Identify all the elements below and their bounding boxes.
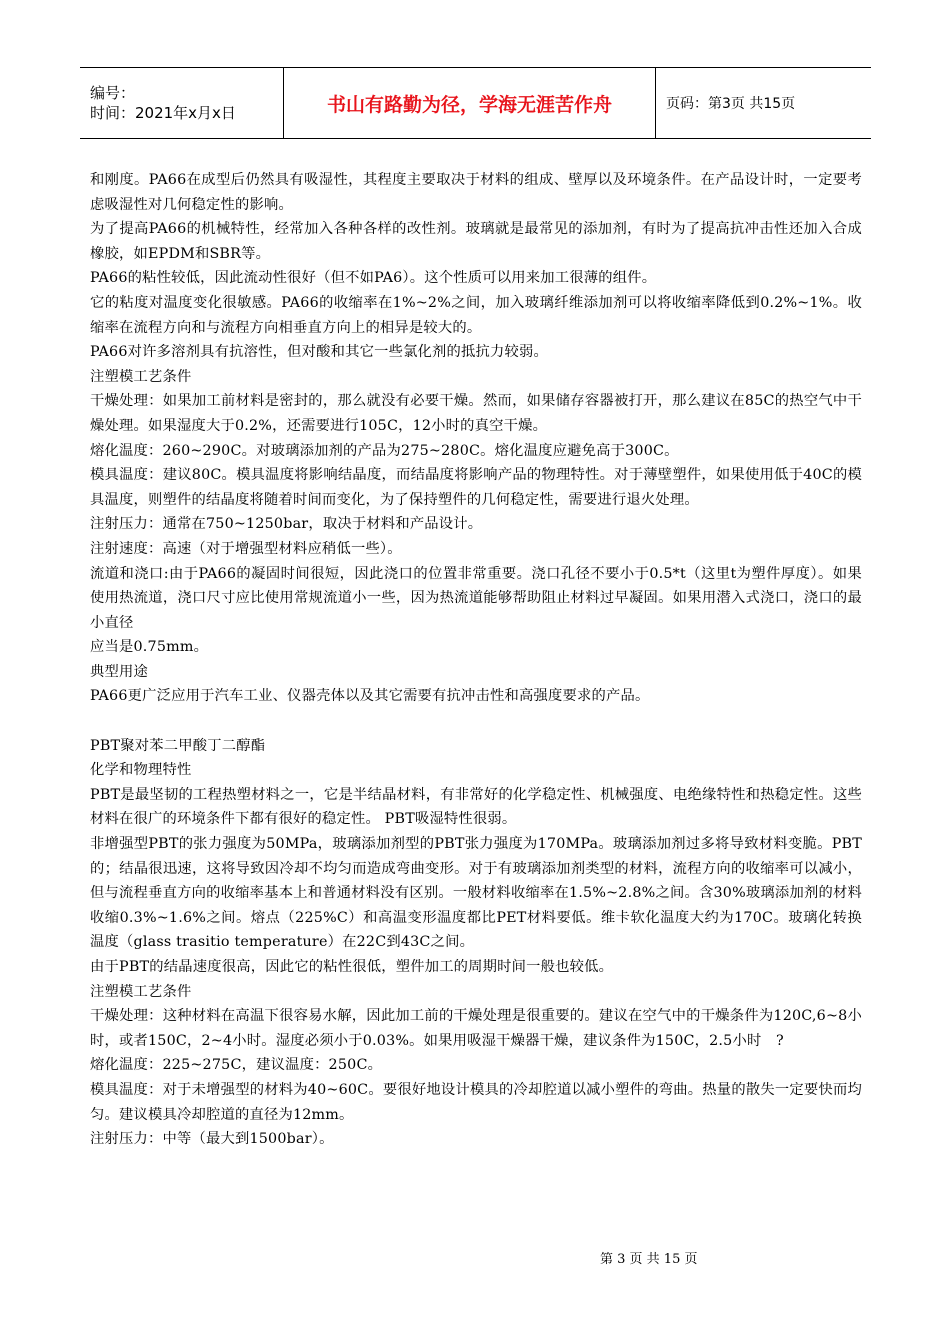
section-heading: 典型用途 xyxy=(90,663,148,680)
paragraph: PA66对许多溶剂具有抗溶性，但对酸和其它一些氯化剂的抵抗力较弱。 xyxy=(90,344,549,361)
page-footer xyxy=(600,1248,800,1267)
paragraph: PBT是最坚韧的工程热塑材料之一，它是半结晶材料，有非常好的化学稳定性、机械强度、电绝缘特性和热稳定性。这些材料在很广的环境条件下都有很好的稳定性。 PBT吸湿特性很弱。 xyxy=(90,786,862,828)
footer-page-number: 第 3 页 共 15 页 xyxy=(600,1252,698,1267)
spacer xyxy=(90,709,862,734)
time-label: 时间：2021年x月x日 xyxy=(90,104,236,122)
page-header xyxy=(80,67,871,139)
paragraph: 熔化温度：225~275C，建议温度：250C。 xyxy=(90,1057,383,1074)
paragraph: 由于PBT的结晶速度很高，因此它的粘性很低，塑件加工的周期时间一般也较低。 xyxy=(90,959,614,975)
paragraph: 干燥处理：如果加工前材料是密封的，那么就没有必要干燥。然而，如果储存容器被打开，那么建议在85C的热空气中干燥处理。如果湿度大于0.2%，还需要进行105C，12小时的真空干燥。 xyxy=(90,393,862,434)
header-motto-cell xyxy=(284,68,656,138)
paragraph: 它的粘度对温度变化很敏感。PA66的收缩率在1%~2%之间，加入玻璃纤维添加剂可以将收缩率降低到0.2%~1%。收缩率在流程方向和与流程方向相垂直方向上的相异是较大的。 xyxy=(90,294,862,336)
document-body xyxy=(90,168,862,1152)
header-motto: 书山有路勤为径，学海无涯苦作舟 xyxy=(326,93,612,116)
header-meta xyxy=(80,68,284,138)
paragraph: 非增强型PBT的张力强度为50MPa，玻璃添加剂型的PBT张力强度为170MPa。玻璃添加剂过多将导致材料变脆。PBT的；结晶很迅速，这将导致因冷却不均匀而造成弯曲变形。对于有玻璃添加剂类型的材料，流程方向的收缩率可以减小，但与流程垂直方向的收缩率基本上和普通材料没有区别。一般材料收缩率在1.5%~2.8%之间。含30%玻璃添加剂的材料收缩0.3%~1.6%之间。熔点（225%C）和高温变形温度都比PET材料要低。维卡软化温度大约为170C。玻璃化转换温度（glass trasitio temperature）在22C到43C之间。 xyxy=(90,836,862,951)
paragraph: 熔化温度：260~290C。对玻璃添加剂的产品为275~280C。熔化温度应避免高于300C。 xyxy=(90,442,679,459)
code-label: 编号： xyxy=(90,84,136,102)
paragraph: 模具温度：对于未增强型的材料为40~60C。要很好地设计模具的冷却腔道以减小塑件的弯曲。热量的散失一定要快而均匀。建议模具冷却腔道的直径为12mm。 xyxy=(90,1081,862,1123)
paragraph: 流道和浇口:由于PA66的凝固时间很短，因此浇口的位置非常重要。浇口孔径不要小于0.5*t（这里t为塑件厚度）。如果使用热流道，浇口尺寸应比使用常规流道小一些，因为热流道能够帮助阻止材料过早凝固。如果用潜入式浇口，浇口的最小直径 xyxy=(90,565,862,631)
paragraph: 应当是0.75mm。 xyxy=(90,639,209,656)
paragraph: PA66更广泛应用于汽车工业、仪器壳体以及其它需要有抗冲击性和高强度要求的产品。 xyxy=(90,688,650,705)
paragraph: 为了提高PA66的机械特性，经常加入各种各样的改性剂。玻璃就是最常见的添加剂，有时为了提高抗冲击性还加入合成橡胶，如EPDM和SBR等。 xyxy=(90,221,862,262)
paragraph: PA66的粘性较低，因此流动性很好（但不如PA6）。这个性质可以用来加工很薄的组件。 xyxy=(90,270,657,287)
section-title: PBT聚对苯二甲酸丁二醇酯 xyxy=(90,737,266,754)
paragraph: 注射压力：通常在750~1250bar，取决于材料和产品设计。 xyxy=(90,516,483,533)
section-heading: 化学和物理特性 xyxy=(90,762,192,779)
section-heading: 注塑模工艺条件 xyxy=(90,983,192,1000)
header-page-info xyxy=(656,68,871,138)
paragraph: 干燥处理：这种材料在高温下很容易水解，因此加工前的干燥处理是很重要的。建议在空气中的干燥条件为120C,6~8小时，或者150C，2~4小时。湿度必须小于0.03%。如果用吸湿干燥器干燥，建议条件为150C，2.5小时 ? xyxy=(90,1008,862,1049)
paragraph: 注射压力：中等（最大到1500bar）。 xyxy=(90,1131,334,1148)
paragraph: 和刚度。PA66在成型后仍然具有吸湿性，其程度主要取决于材料的组成、壁厚以及环境条件。在产品设计时，一定要考虑吸湿性对几何稳定性的影响。 xyxy=(90,172,862,213)
paragraph: 模具温度：建议80C。模具温度将影响结晶度，而结晶度将影响产品的物理特性。对于薄壁塑件，如果使用低于40C的模具温度，则塑件的结晶度将随着时间而变化，为了保持塑件的几何稳定性，需要进行退火处理。 xyxy=(90,467,862,508)
section-heading: 注塑模工艺条件 xyxy=(90,368,192,385)
paragraph: 注射速度：高速（对于增强型材料应稍低一些）。 xyxy=(90,540,402,557)
page-info-text: 页码：第3页 共15页 xyxy=(666,96,796,112)
